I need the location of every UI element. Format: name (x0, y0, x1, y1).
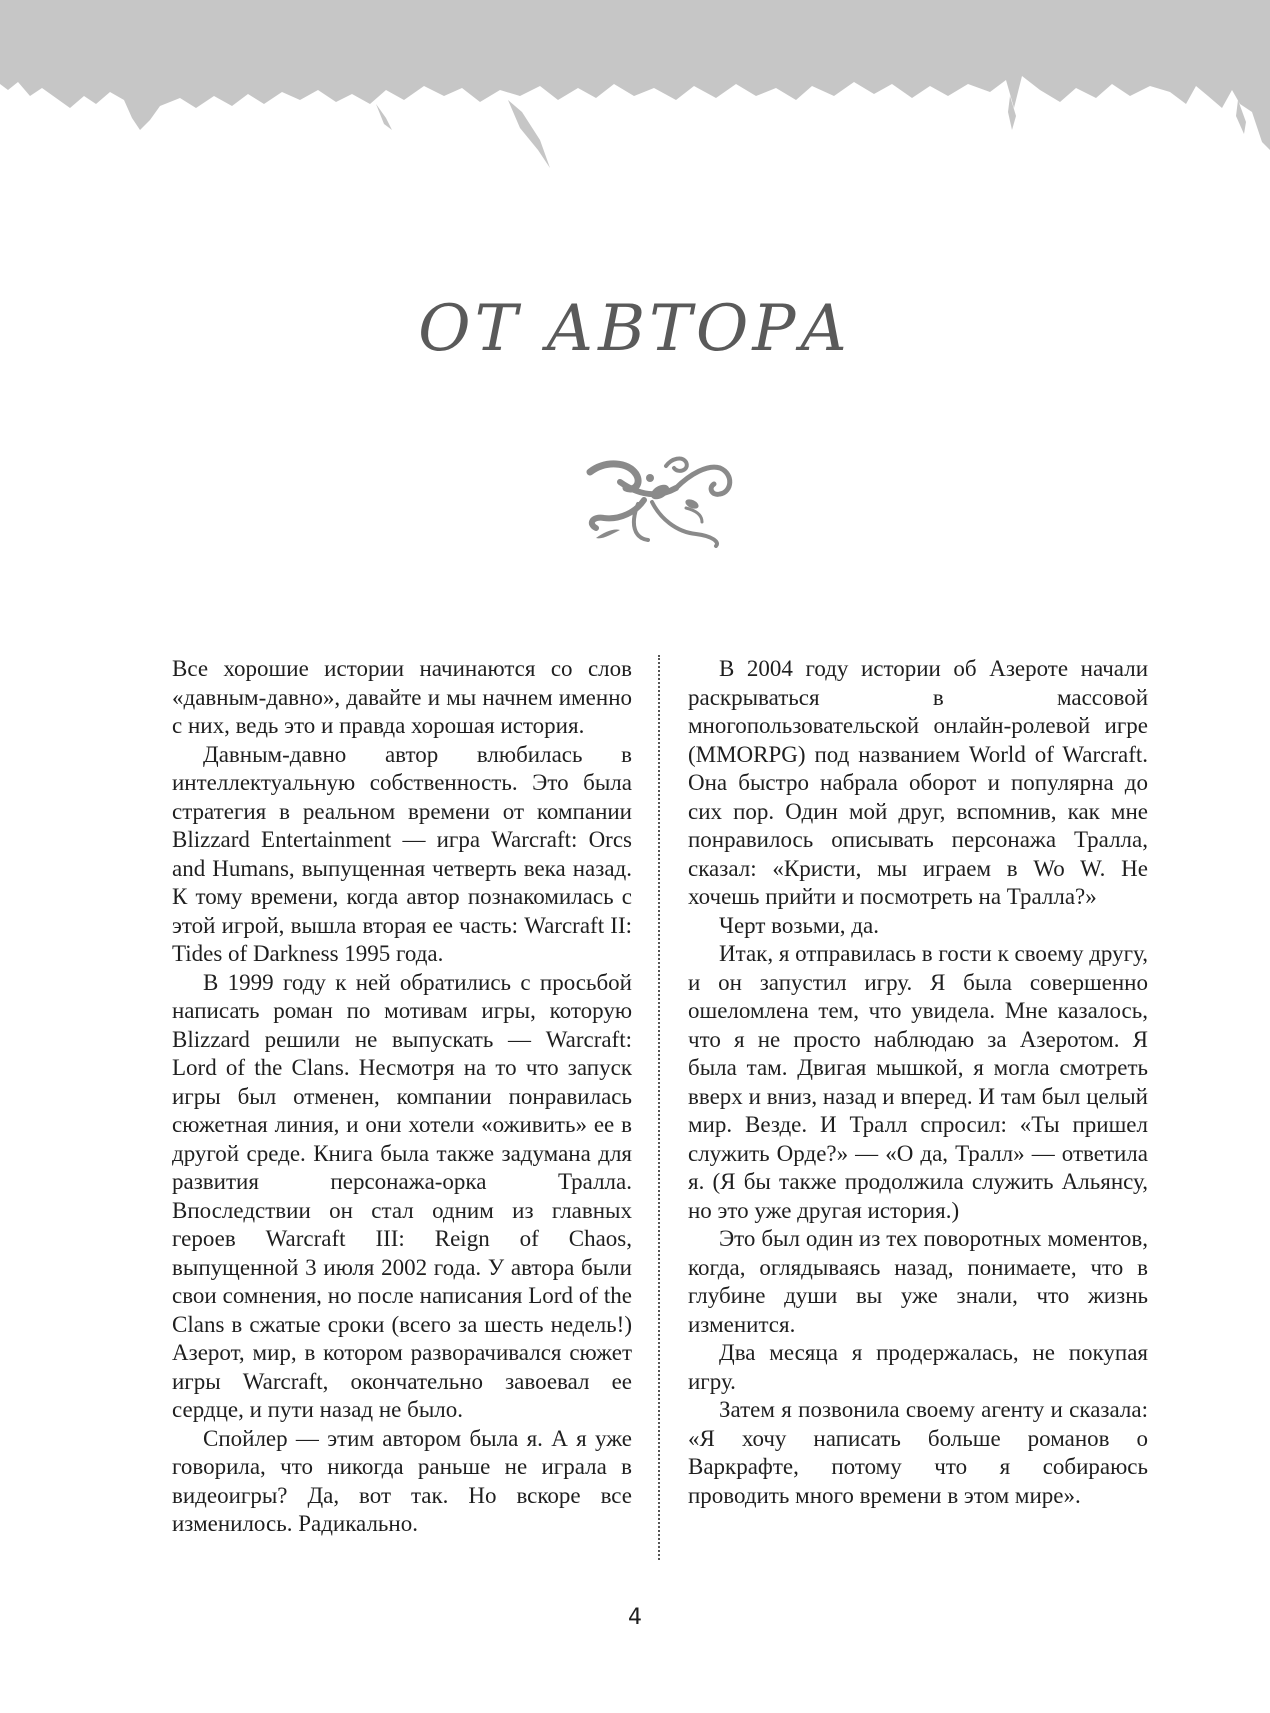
paragraph: Итак, я отправилась в гости к своему другу, и он запустил игру. Я была совершенно ошеломлена тем, что увидела. Мне казалось, что я не просто наблюдаю за Азеротом. Я была там. Двигая мышкой, я могла смотреть вверх и вниз, назад и вперед. И там был целый мир. Везде. И Тралл спросил: «Ты пришел служить Орде?» — «О да, Тралл» — ответила я. (Я бы также продолжила служить Альянсу, но это уже другая история.) (688, 941, 1148, 1223)
right-text-column (688, 655, 1148, 1510)
paragraph: Два месяца я продержалась, не покупая игру. (688, 1340, 1148, 1394)
paragraph: Это был один из тех поворотных моментов, когда, оглядываясь назад, понимаете, что в глубине души вы уже знали, что жизнь изменится. (688, 1226, 1148, 1337)
torn-paper-header (0, 0, 1270, 180)
paragraph: В 1999 году к ней обратились с просьбой написать роман по мотивам игры, которую Blizzard решили не выпускать — Warcraft: Lord of the Clans. Несмотря на то что запуск игры был отменен, компании понравилась сюжетная линия, и они хотели «оживить» ее в другой среде. Книга была также задумана для развития персонажа-орка Тралла. Впоследствии он стал одним из главных героев Warcraft III: Reign of Chaos, выпущенной 3 июля 2002 года. У автора были свои сомнения, но после написания Lord of the Clans в сжатые сроки (всего за шесть недель!) Азерот, мир, в котором разворачивался сюжет игры Warcraft, окончательно завоевал ее сердце, и пути назад не было. (172, 969, 632, 1422)
paragraph: Затем я позвонила своему агенту и сказала: «Я хочу написать больше романов о Варкрафте, потому что я собираюсь проводить много времени в этом мире». (688, 1397, 1148, 1508)
paragraph: Черт возьми, да. (719, 912, 879, 938)
page-number: 4 (628, 1605, 642, 1630)
column-divider (658, 655, 660, 1560)
floral-flourish-icon (580, 452, 740, 548)
paragraph: Все хорошие истории начинаются со слов «давным-давно», давайте и мы начнем именно с них, ведь это и правда хорошая история. (172, 656, 632, 738)
paragraph: Спойлер — этим автором была я. А я уже говорила, что никогда раньше не играла в видеоигры? Да, вот так. Но вскоре все изменилось. Радикально. (172, 1425, 632, 1536)
page-title: ОТ АВТОРА (418, 292, 852, 366)
left-text-column (172, 655, 632, 1539)
paragraph: В 2004 году истории об Азероте начали раскрываться в массовой многопользовательской онлайн-ролевой игре (MMORPG) под названием World of Warcraft. Она быстро набрала оборот и популярна до сих пор. Один мой друг, вспомнив, как мне понравилось описывать персонажа Тралла, сказал: «Кристи, мы играем в Wo W. Не хочешь прийти и посмотреть на Тралла?» (688, 656, 1148, 909)
paragraph: Давным-давно автор влюбилась в интеллектуальную собственность. Это была стратегия в реальном времени от компании Blizzard Entertainment — игра Warcraft: Orcs and Humans, выпущенная четверть века назад. К тому времени, когда автор познакомилась с этой игрой, вышла вторая ее часть: Warcraft II: Tides of Darkness 1995 года. (172, 741, 632, 966)
